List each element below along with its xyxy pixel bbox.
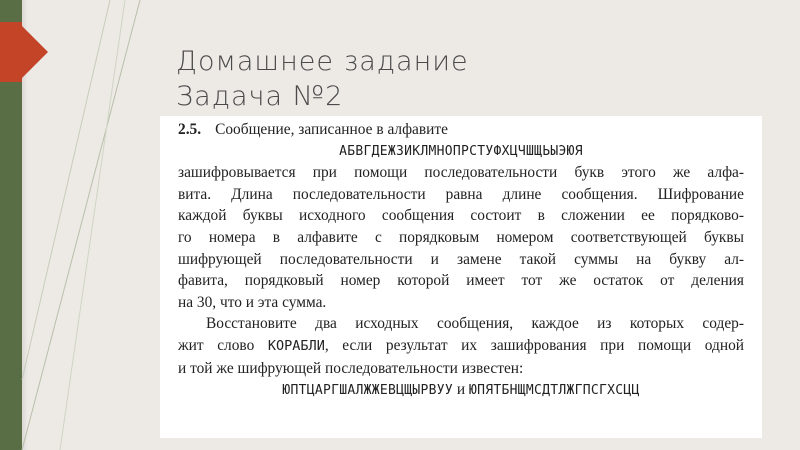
p2-line2-before: жит слово bbox=[178, 336, 268, 354]
paragraph-1-line: го номера в алфавите с порядковым номером соответствующей буквы bbox=[178, 228, 744, 246]
paragraph-1-line: фавита, порядковый номер которой имеет тот же остаток от деления bbox=[178, 272, 744, 290]
title-line-1: Домашнее задание bbox=[176, 46, 469, 77]
slide-title bbox=[176, 44, 776, 114]
paragraph-1-line: каждой буквы исходного сообщения состоит в сложении ее порядково- bbox=[178, 207, 744, 225]
ciphertext-1: ЮПТЦАРГШАЛЖЖЕВЦЩЫРВУУ bbox=[282, 383, 454, 399]
paragraph-2-line bbox=[178, 335, 744, 358]
ciphertext-2: ЮПЯТБНЩМСДТЛЖГПСГХСЦЦ bbox=[468, 383, 640, 399]
paragraph-1-line: на 30, что и эта сумма. bbox=[178, 293, 327, 311]
p2-line2-after: , если результат их зашифрования при помощи одной bbox=[324, 336, 744, 354]
paragraph-2-line: Восстановите два исходных сообщения, каждое из которых содер- bbox=[206, 315, 744, 333]
paragraph-1-line: вита. Длина последовательности равна длине сообщения. Шифрование bbox=[178, 185, 744, 203]
paragraph-2-line: и той же шифрующей последовательности известен: bbox=[178, 359, 524, 377]
paragraph-1-line: шифрующей последовательности и замене такой суммы на букву ал- bbox=[178, 250, 744, 268]
paragraph-1-line: зашифровывается при помощи последовательности букв этого же алфа- bbox=[178, 164, 744, 182]
keyword: КОРАБЛИ bbox=[267, 337, 325, 354]
conjunction: и bbox=[456, 381, 466, 399]
problem-intro-line bbox=[178, 119, 744, 141]
accent-arrow bbox=[18, 22, 48, 82]
alphabet-line: АБВГДЕЖЗИКЛМНОПРСТУФХЦЧШЩЬЫЭЮЯ bbox=[339, 143, 583, 159]
ciphertexts-line bbox=[178, 379, 744, 402]
problem-number: 2.5. bbox=[178, 121, 202, 138]
problem-intro: Сообщение, записанное в алфавите bbox=[215, 121, 448, 138]
problem-text-image bbox=[160, 116, 762, 438]
title-line-2: Задача №2 bbox=[176, 81, 344, 112]
